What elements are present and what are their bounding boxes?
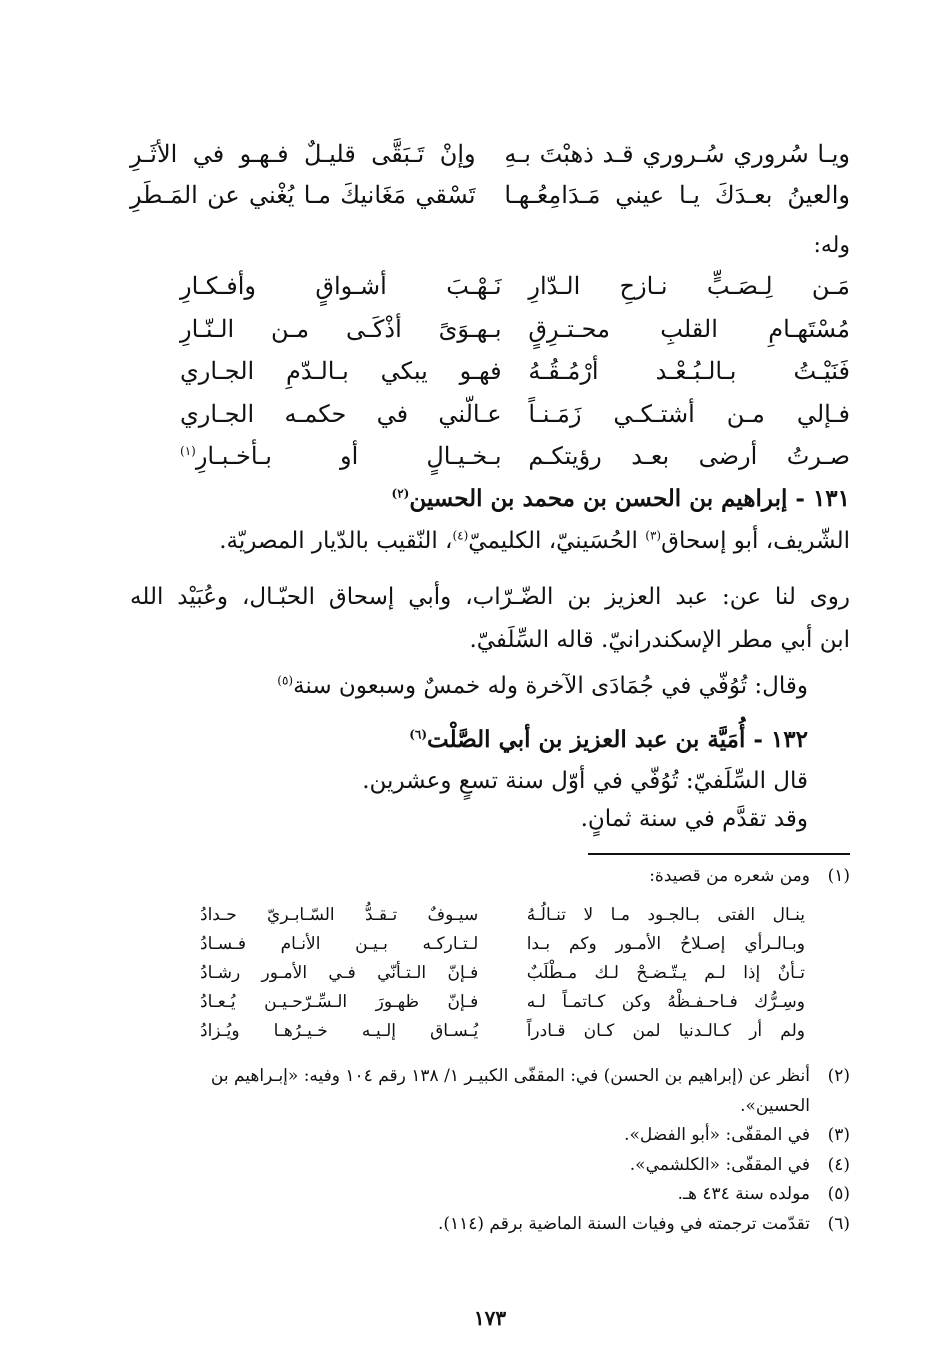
hemistich-right: وبـالـرأي إصـلاحُ الأمـور وكم بـدا: [526, 934, 805, 954]
hemistich-right: ولم أر كـالـدنيا لمن كـان قـادراً: [526, 1021, 805, 1041]
footnote-marker: (٣): [645, 528, 662, 543]
hemistich-right: مَـن لِـصَـبٍّ نـازحِ الـدّارِ: [528, 272, 850, 300]
body-text: ، النّقيب بالدّيار المصريّة.: [219, 528, 453, 554]
footnote-marker: (٥): [277, 673, 294, 688]
footnote-2: [130, 1066, 850, 1086]
hemistich-left: بـهـوَىً أذْكَـى مـن الـنّـارِ: [180, 314, 502, 343]
entry-heading-text: ١٣١ - إبراهيم بن الحسن بن محمد بن الحسين: [409, 485, 850, 512]
entry-131-line: [130, 528, 850, 554]
entry-131-line: [130, 673, 808, 699]
footnote-text: ومن شعره من قصيدة:: [649, 866, 810, 886]
footnote-number: (٤): [827, 1155, 850, 1175]
hemistich-left: [180, 442, 502, 470]
footnote-text: أنظر عن (إبراهيم بن الحسن) في: المقفّى الكبيـر ١/ ١٣٨ رقم ١٠٤ وفيه: «إبـراهيم بن: [210, 1066, 810, 1086]
footnote-text: في المقفّى: «الكلشمي».: [629, 1155, 810, 1175]
hemistich-right: وسِـرُّك فـاحـفـظْهُ وكن كـاتمـاً لـه: [526, 992, 805, 1012]
entry-132-line: قال السِّلَفيّ: تُوُفّي في أوّل سنة تسعٍ وعشرين.: [362, 768, 808, 794]
hemistich-right: صـرتُ أرضى بعـد رؤيتكـم: [528, 442, 850, 470]
entry-heading-text: ١٣٢ - أُمَيَّة بن عبد العزيز بن أبي الصَّلْت: [427, 726, 808, 753]
hemistich-left: وإنْ تَـبَقَّى قليـلٌ فـهـو في الأثَـرِ: [130, 140, 476, 168]
verse-row: [180, 400, 850, 443]
footnote-number: (٦): [827, 1214, 850, 1234]
hemistich-right: فَنَيْـتُ بـالـبُـعْـد أرْمُـقُـهُ: [528, 357, 850, 385]
entry-131-line: روى لنا عن: عبد العزيز بن الضّـرّاب، وأبي إسحاق الحبّـال، وعُبَيْد الله: [130, 584, 850, 610]
hemistich-left: نَـهْـبَ أشـواقٍ وأفـكـارِ: [180, 272, 502, 300]
poem-intro-label: وله:: [813, 233, 850, 258]
hemistich-right: والعينُ بعـدَكَ يـا عيني مَـدَامِعُـهـا: [504, 181, 850, 209]
hemistich-left: فـإنّ ظهـورَ الـسِّـرّحـيـن يُـعـادُ: [200, 992, 479, 1012]
verse-row: [180, 442, 850, 485]
footnote-5: [130, 1184, 850, 1204]
hemistich-right: تـأنٌ إذا لـم يـتّـضـحْ لـك مـطْلَبٌ: [526, 963, 805, 983]
hemistich-left: فهـو يبكي بـالـدّمِ الجـاري: [180, 357, 502, 385]
footnote-number: (٣): [827, 1125, 850, 1145]
body-text: الحُسَينيّ، الكليميّ: [468, 528, 646, 554]
hemistich-right: فـإلي مـن أشتـكـي زَمَـنـاً: [528, 399, 850, 428]
entry-132-line: وقد تقدَّم في سنة ثمانٍ.: [580, 806, 808, 832]
hemistich-left: يُـسـاق إلـيـه خـيـرُهـا ويُـزادُ: [200, 1021, 479, 1041]
entry-131-line: ابن أبي مطر الإسكندرانيّ. قاله السِّلَفيّ.: [469, 627, 850, 653]
footnote-number: (١): [827, 866, 850, 886]
footnote-separator: [588, 853, 850, 855]
verse-row: [180, 315, 850, 358]
footnote-number: (٥): [827, 1184, 850, 1204]
verse-row: [130, 181, 850, 222]
footnote-2-continued: الحسين».: [740, 1096, 810, 1116]
hemistich-right: ينـال الفتى بـالجـود مـا لا تنـالُـهُ: [526, 905, 805, 925]
footnote-poem: [200, 905, 805, 1050]
footnote-text: مولده سنة ٤٣٤ هـ.: [677, 1184, 810, 1204]
footnote-3: [130, 1125, 850, 1145]
hemistich-left: فـإنّ الـتـأنّي فـي الأمـور رشـادُ: [200, 963, 479, 983]
entry-132-heading: [130, 726, 808, 753]
page-number: ١٧٣: [473, 1306, 507, 1330]
hemistich-left: عـالّني في حكمـه الجـاري: [180, 399, 502, 428]
body-text: وقال: تُوُفّي في جُمَادَى الآخرة وله خمسٌ وسبعون سنة: [293, 673, 808, 699]
hemistich-left: تَسْقي مَغَانيكَ مـا يُغْني عن المَـطَرِ: [130, 181, 476, 209]
hemistich-left: سيـوفٌ تـقـدُّ السّـابـريّ حـدادُ: [200, 905, 479, 925]
footnote-marker: (٢): [391, 486, 410, 501]
footnote-4: [130, 1155, 850, 1175]
poem-block-1: [130, 140, 850, 222]
footnote-number: (٢): [827, 1066, 850, 1086]
footnote-1: [130, 866, 850, 886]
footnote-marker: (٦): [409, 727, 428, 742]
hemistich-right: ويـا سُروري سُـروري قـد ذهبْتَ بـهِ: [504, 140, 850, 168]
verse-row: [180, 272, 850, 315]
verse-row: [130, 140, 850, 181]
hemistich-text: بـخـيـالٍ أو بـأخـبـارِ: [195, 442, 502, 470]
hemistich-left: لـتـاركـه بـيـن الأنـام فـسـادُ: [200, 934, 479, 954]
verse-row: [200, 992, 805, 1021]
hemistich-right: مُسْتَهـامِ القلبِ محـتـرِقٍ: [528, 314, 850, 343]
verse-row: [200, 905, 805, 934]
footnote-text: تقدّمت ترجمته في وفيات السنة الماضية برقم (١١٤).: [437, 1214, 810, 1234]
document-page: [130, 0, 850, 1367]
verse-row: [180, 357, 850, 400]
poem-block-2: [180, 272, 850, 485]
footnote-text: في المقفّى: «أبو الفضل».: [624, 1125, 810, 1145]
footnote-6: [130, 1214, 850, 1234]
footnote-marker: (١): [180, 444, 196, 458]
verse-row: [200, 934, 805, 963]
verse-row: [200, 1021, 805, 1050]
footnote-marker: (٤): [452, 528, 469, 543]
verse-row: [200, 963, 805, 992]
entry-131-heading: [130, 485, 850, 512]
body-text: الشّريف، أبو إسحاق: [661, 528, 850, 554]
